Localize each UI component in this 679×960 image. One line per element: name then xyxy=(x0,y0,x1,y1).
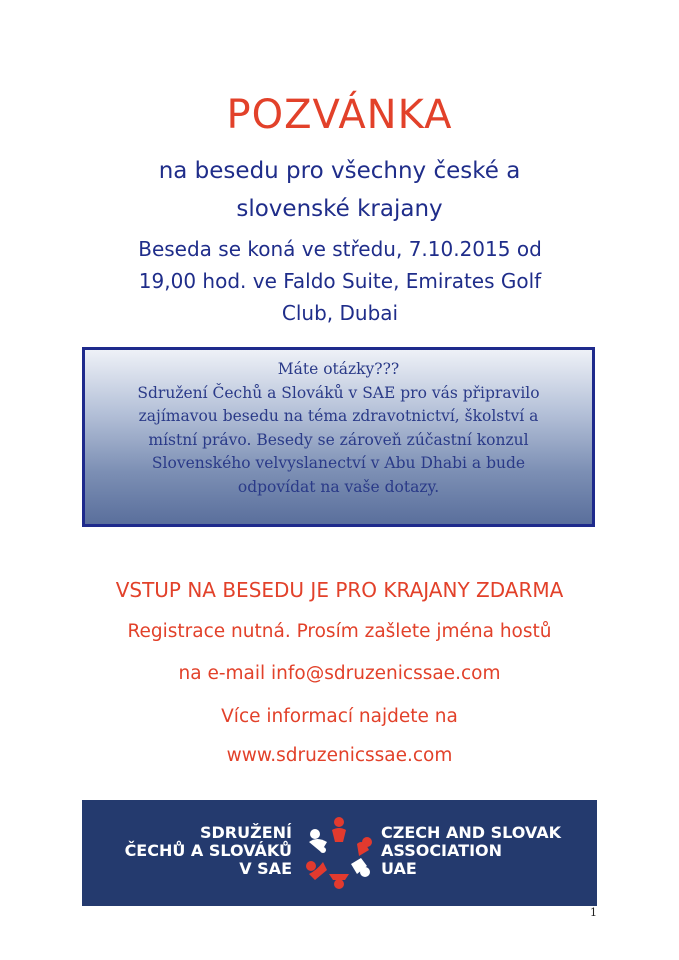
banner-left-line-2: ČECHŮ A SLOVÁKŮ xyxy=(124,841,292,860)
website-link[interactable]: www.sdruzenicssae.com xyxy=(226,745,453,766)
subtitle-line-2: slovenské krajany xyxy=(236,196,443,222)
box-line-6: odpovídat na vaše dotazy. xyxy=(237,477,440,496)
banner-right-line-2: ASSOCIATION xyxy=(381,841,503,860)
association-logo-icon xyxy=(299,812,379,894)
page-number: 1 xyxy=(590,906,597,919)
more-info-line: Více informací najdete na xyxy=(221,706,458,727)
event-info-line-3: Club, Dubai xyxy=(281,301,399,325)
banner-left-line-1: SDRUŽENÍ xyxy=(200,823,292,842)
invitation-title: POZVÁNKA xyxy=(226,92,453,138)
banner-left-text xyxy=(82,824,292,878)
registration-notice: Registrace nutná. Prosím zašlete jména hostů xyxy=(127,621,552,642)
box-line-3: zajímavou besedu na téma zdravotnictví, školství a xyxy=(138,407,539,425)
email-line[interactable]: na e-mail info@sdruzenicssae.com xyxy=(178,663,501,684)
subtitle-line-1: na besedu pro všechny české a xyxy=(158,158,521,184)
event-info-line-2: 19,00 hod. ve Faldo Suite, Emirates Golf xyxy=(138,269,542,293)
box-line-2: Sdružení Čechů a Slováků v SAE pro vás připravilo xyxy=(137,383,540,402)
box-line-4: místní právo. Besedy se zároveň zúčastní konzul xyxy=(148,430,529,449)
free-entry-notice: VSTUP NA BESEDU JE PRO KRAJANY ZDARMA xyxy=(115,578,564,602)
association-banner xyxy=(82,800,597,906)
box-line-5: Slovenského velvyslanectví v Abu Dhabi a bude xyxy=(151,454,526,472)
event-info-line-1: Beseda se koná ve středu, 7.10.2015 od xyxy=(138,237,542,261)
banner-right-line-3: UAE xyxy=(381,859,417,878)
questions-box xyxy=(82,347,595,527)
banner-right-line-1: CZECH AND SLOVAK xyxy=(381,823,561,842)
box-line-1: Máte otázky??? xyxy=(277,360,400,378)
banner-left-line-3: V SAE xyxy=(239,859,292,878)
banner-right-text xyxy=(381,824,596,878)
